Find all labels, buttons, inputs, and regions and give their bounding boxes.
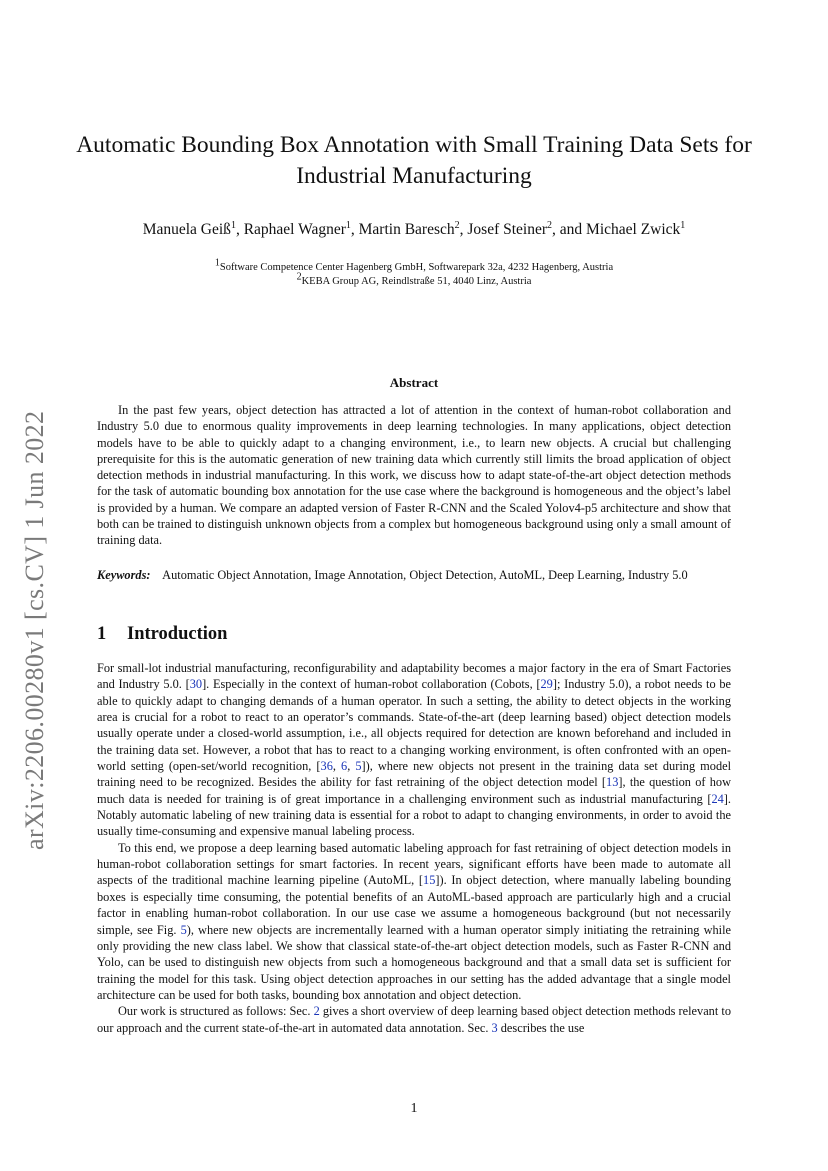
author-name: Manuela Geiß [142,221,231,238]
body-text [97,660,731,1036]
keywords-text: Automatic Object Annotation, Image Annotation, Object Detection, AutoML, Deep Learning, Industry 5.0 [162,568,688,582]
paper-title: Automatic Bounding Box Annotation with Small Training Data Sets for Industrial Manufacturing [76,132,752,189]
citation-link[interactable]: 3 [491,1020,498,1035]
arxiv-stamp: arXiv:2206.00280v1 [cs.CV] 1 Jun 2022 [20,410,49,850]
author-name: Michael Zwick [586,221,681,238]
affiliation-text: Software Competence Center Hagenberg GmbH, Softwarepark 32a, 4232 Hagenberg, Austria [219,262,614,273]
body-paragraph: To this end, we propose a deep learning based automatic labeling approach for fast retraining of object detection models in human-robot collaboration settings for smart factories. In recent years, significant efforts have been made to automate all aspects of the traditional machine learning pipeline (AutoML, [15]). In object detection, where manually labeling bounding boxes is especially time consuming, the potential benefits of an AutoML-based approach are particularly high and a crucial factor in enabling human-robot collaboration. In our use case we assume a homogeneous background (but not necessarily simple, see Fig. 5), where new objects are incrementally learned with a human operator simply initiating the retraining while only providing the new class label. We show that classical state-of-the-art object detection models, such as Faster R-CNN and Yolo, can be used to distinguish new objects from such a homogeneous background and that a small data set is sufficient for training the model for this task. Using object detection approaches in our setting has the added advantage that a single model architecture can be used for both tasks, bounding box annotation and object detection. [97,840,731,1002]
body-paragraph: For small-lot industrial manufacturing, reconfigurability and adaptability becomes a major factory in the era of Smart Factories and Industry 5.0. [30]. Especially in the context of human-robot collaboration (Cobots, [29]; Industry 5.0), a robot needs to be able to quickly adapt to changing demands of a human operator. In such a setting, the ability to detect objects in the working area is crucial for a robot to react to an operator’s commands. State-of-the-art (deep learning based) object detection models usually operate under a closed-world assumption, i.e., all objects required for detection are known beforehand and included in the training data set. However, a robot that has to react to a changing working environment, is often confronted with an open-world setting (open-set/world recognition, [36, 6, 5]), where new objects not present in the training data set during model training need to be recognized. Besides the ability for fast retraining of the object detection model [13], the question of how much data is needed for training is of great importance in a challenging environment such as industrial manufacturing [24]. Notably automatic labeling of new training data is essential for a robot to adapt to changing environments, in order to avoid the usually time-consuming and expensive manual labeling process. [97,661,732,839]
abstract [97,402,731,549]
affiliations [40,257,788,289]
citation-link[interactable]: 29 [540,677,553,692]
author-affiliation-mark: 2 [454,219,460,231]
citation-link[interactable]: 2 [313,1004,320,1019]
citation-link[interactable]: 6 [341,759,348,774]
author-affiliation-mark: 1 [230,219,236,231]
section-number: 1 [97,624,107,644]
author-affiliation-mark: 1 [680,219,686,231]
affiliation-text: KEBA Group AG, Reindlstraße 51, 4040 Linz, Austria [301,276,532,287]
author-name: Raphael Wagner [243,221,346,238]
author-name: Josef Steiner [467,221,548,238]
abstract-text: In the past few years, object detection has attracted a lot of attention in the context of human-robot collaboration and Industry 5.0 due to enormous quality improvements in deep learning technologies. In many applications, object detection models have to be able to quickly adapt to a changing environment, i.e., to learn new objects. A crucial but challenging prerequisite for this is the automatic generation of new training data which currently still limits the broad application of object detection methods in industrial manufacturing. In this work, we discuss how to adapt state-of-the-art object detection methods for the task of automatic bounding box annotation for the use case where the background is homogeneous and the object’s label is provided by a human. We compare an adapted version of Faster R-CNN and the Scaled Yolov4-p5 architecture and show that both can be trained to distinguish unknown objects from a complex but homogeneous background using only a small amount of training data. [97,403,731,548]
citation-link[interactable]: 15 [423,873,436,888]
affiliation-number: 2 [296,271,302,283]
citation-link[interactable]: 24 [711,791,724,806]
affiliation-number: 1 [214,257,220,269]
author-list [40,218,788,242]
abstract-heading: Abstract [389,375,439,390]
section-heading [97,624,227,645]
author-separator: , and [552,221,587,238]
citation-link[interactable]: 5 [355,759,362,774]
keywords-label: Keywords: [97,568,151,582]
page-number: 1 [410,1101,418,1116]
author-separator: , [235,221,244,238]
author-affiliation-mark: 2 [547,219,553,231]
citation-link[interactable]: 30 [189,677,203,692]
keywords [97,567,731,583]
author-separator: , [350,221,359,238]
author-separator: , [459,221,468,238]
citation-link[interactable]: 36 [320,759,333,774]
body-paragraph: Our work is structured as follows: Sec. 2 gives a short overview of deep learning based object detection methods relevant to our approach and the current state-of-the-art in automated data annotation. Sec. 3 describes the use [97,1004,731,1035]
author-affiliation-mark: 1 [345,219,351,231]
affiliation-line [40,257,788,275]
citation-link[interactable]: 13 [606,775,619,790]
author-name: Martin Baresch [358,221,455,238]
affiliation-line [40,271,788,289]
section-title: Introduction [127,624,228,644]
citation-link[interactable]: 5 [180,922,187,937]
